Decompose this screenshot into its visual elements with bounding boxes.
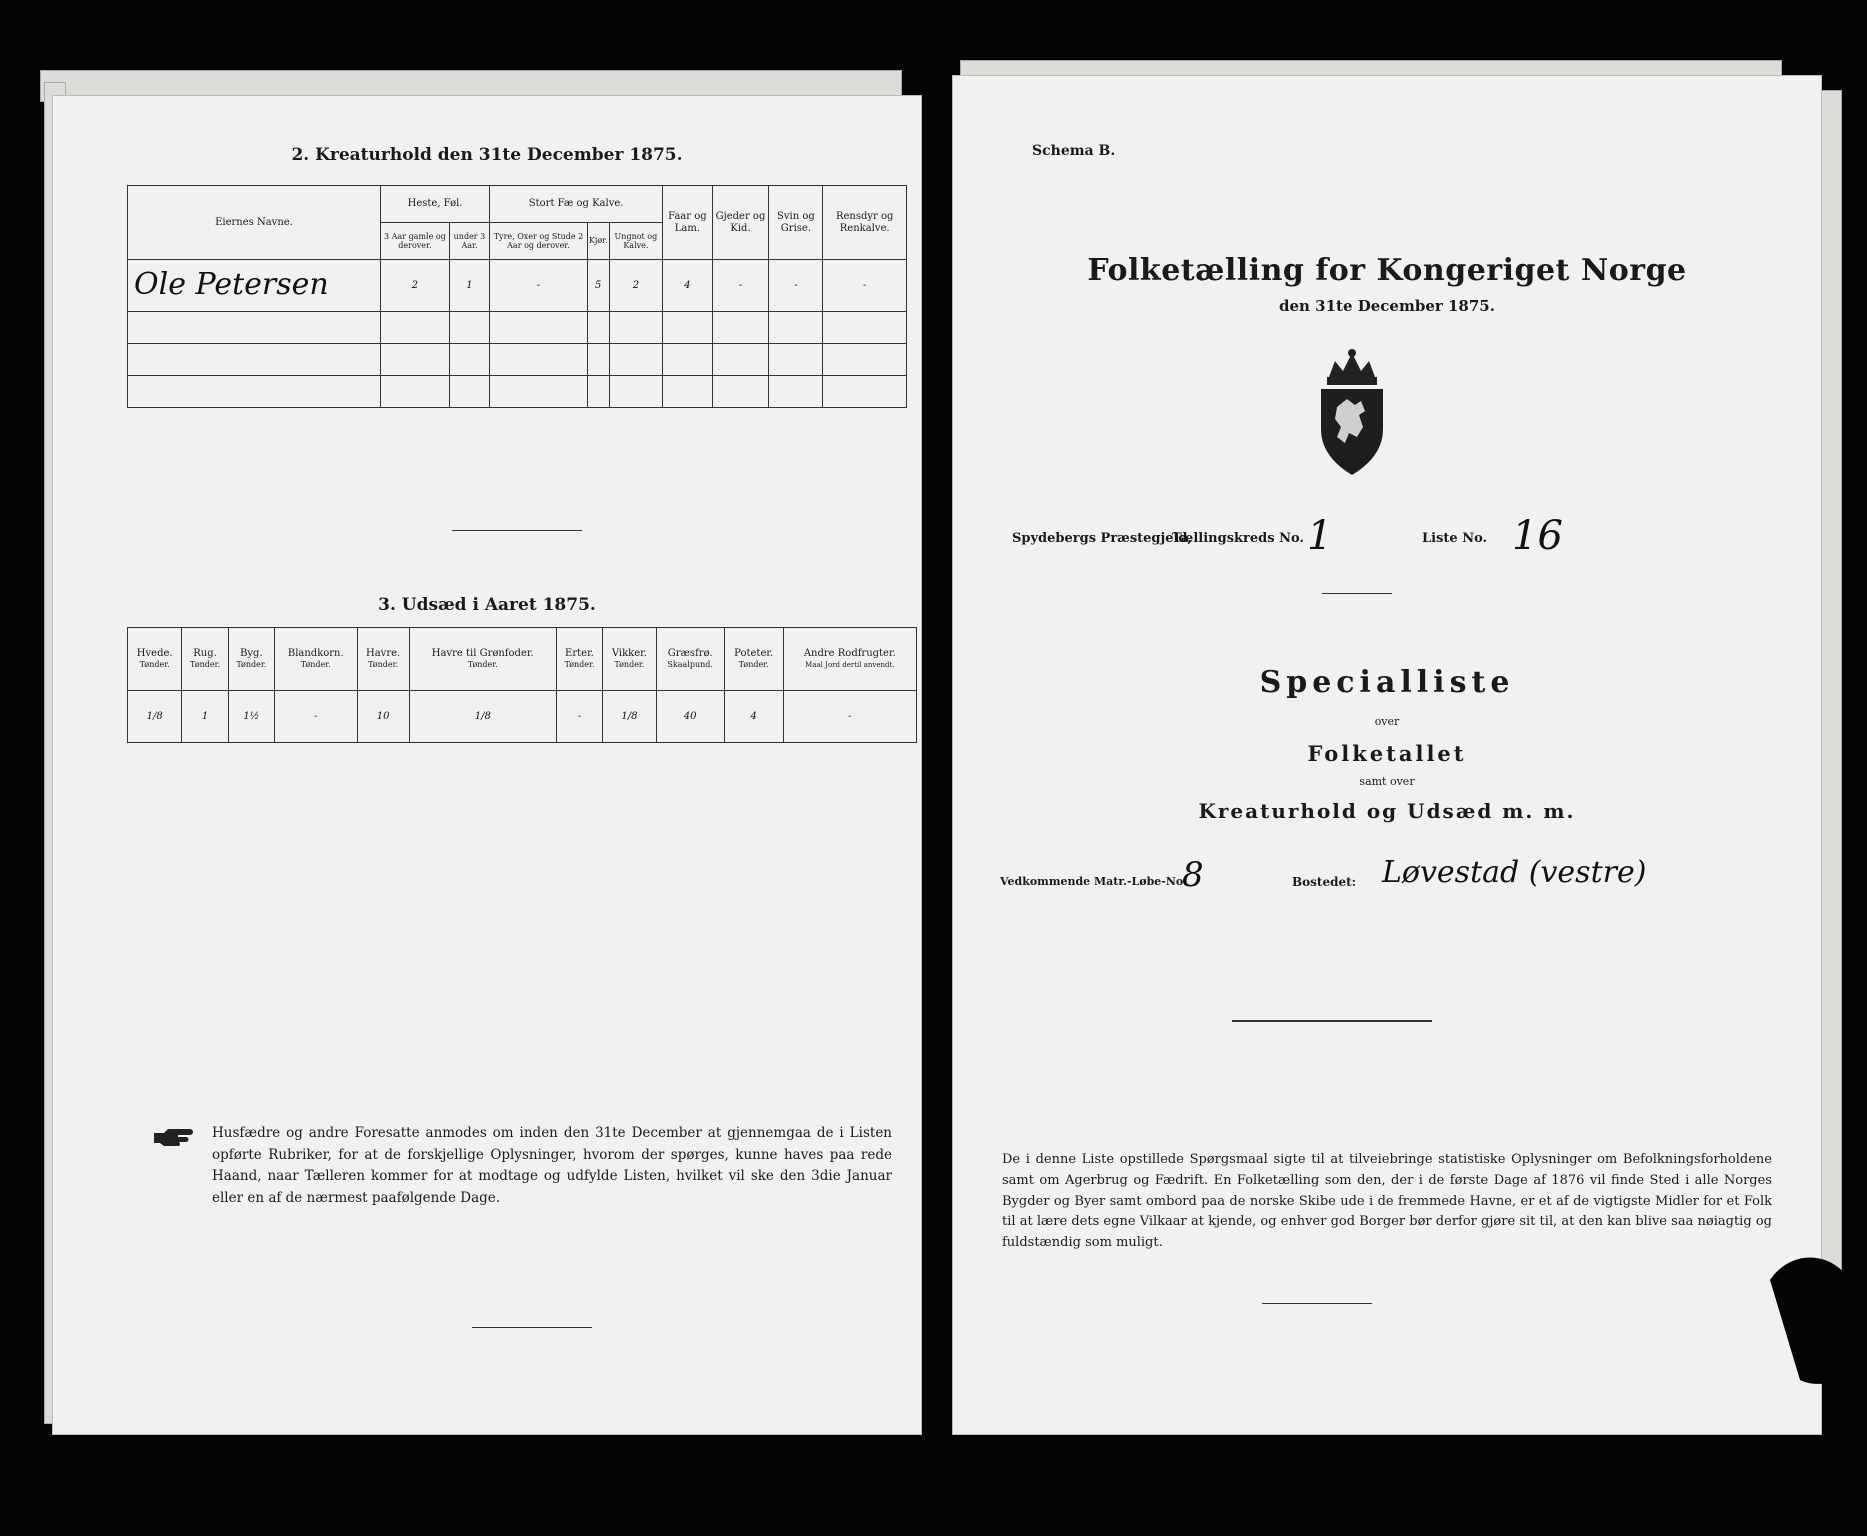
livestock-cell: -	[712, 260, 769, 312]
sowing-cell: 1	[182, 691, 228, 743]
over-label: over	[1374, 715, 1400, 728]
divider	[452, 530, 582, 531]
sowing-header: Hvede. Tønder.	[128, 628, 182, 691]
livestock-cell: -	[490, 260, 588, 312]
right-page	[952, 75, 1822, 1435]
sowing-header: Vikker. Tønder.	[603, 628, 657, 691]
divider	[472, 1327, 592, 1328]
pointing-hand-icon	[152, 1127, 198, 1149]
liste-label: Liste No.	[1422, 531, 1488, 546]
sowing-cell: 4	[724, 691, 783, 743]
kreaturhold-label: Kreaturhold og Udsæd m. m.	[1198, 799, 1576, 823]
kreds-label: Tællingskreds No.	[1172, 531, 1304, 546]
sowing-cell: 10	[357, 691, 409, 743]
section2-title: 2. Kreaturhold den 31te December 1875.	[291, 145, 683, 165]
livestock-cell: 4	[663, 260, 712, 312]
binder-clip	[1740, 1240, 1867, 1390]
livestock-cell: 2	[381, 260, 450, 312]
kreds-value: 1	[1307, 513, 1333, 559]
main-title: Folketælling for Kongeriget Norge	[1087, 253, 1687, 288]
sowing-header: Byg. Tønder.	[228, 628, 274, 691]
right-notice: De i denne Liste opstillede Spørgsmaal sigte til at tilveiebringe statistiske Oplysninger om Befolkningsforholdene samt om Agerbrug og Fædrift. En Folketælling som den, der i de første Dage af 1876 vil finde Sted i alle Norges Bygder og Byer samt ombord paa de norske Skibe ude i de fremmede Havne, er et af de vigtigste Midler for et Folk til at lære dets egne Vilkaar at kjende, og enhver god Borger bør derfor gjøre sit til, at den kan blive saa nøiagtig og fuldstændig som muligt.	[1002, 1152, 1772, 1251]
schema-label: Schema B.	[1032, 143, 1116, 159]
heste-sub-header: 3 Aar gamle og derover.	[381, 223, 450, 260]
sowing-cell: -	[275, 691, 358, 743]
livestock-table	[127, 185, 907, 408]
divider	[1232, 1020, 1432, 1022]
livestock-cell: 5	[587, 260, 609, 312]
sowing-cell: -	[556, 691, 602, 743]
empty-row	[128, 344, 907, 376]
divider	[1322, 593, 1392, 594]
sowing-cell: -	[783, 691, 916, 743]
empty-row	[128, 376, 907, 408]
folketallet-label: Folketallet	[1307, 741, 1467, 766]
left-page	[52, 95, 922, 1435]
left-notice: Husfædre og andre Foresatte anmodes om inden den 31te December at gjennemgaa de i Listen opførte Rubriker, for at de forskjellige Oplysninger, hvorom der spørges, kunne haves paa rede Haand, naar Tælleren kommer for at modtage og udfylde Listen, hvilket vil ske den 3die Januar eller en af de nærmest paafølgende Dage.	[212, 1125, 892, 1206]
section3-title: 3. Udsæd i Aaret 1875.	[378, 595, 596, 615]
sowing-cell: 1/8	[409, 691, 556, 743]
faar-header: Faar og Lam.	[663, 186, 712, 260]
livestock-cell: 1	[449, 260, 489, 312]
livestock-cell: 2	[609, 260, 663, 312]
stort-fae-sub-header: Ungnot og Kalve.	[609, 223, 663, 260]
main-date: den 31te December 1875.	[1279, 297, 1495, 315]
gjeder-header: Gjeder og Kid.	[712, 186, 769, 260]
sowing-header: Havre. Tønder.	[357, 628, 409, 691]
sowing-header: Poteter. Tønder.	[724, 628, 783, 691]
heste-sub-header: under 3 Aar.	[449, 223, 489, 260]
stort-fae-header: Stort Fæ og Kalve.	[490, 186, 663, 223]
bosted-label: Bostedet:	[1292, 875, 1357, 889]
samt-over-label: samt over	[1359, 775, 1415, 788]
matr-value: 8	[1182, 855, 1204, 895]
sowing-header: Blandkorn. Tønder.	[275, 628, 358, 691]
matr-label: Vedkommende Matr.-Løbe-No.	[1000, 875, 1187, 888]
location-line	[1012, 513, 1812, 563]
sowing-header: Havre til Grønfoder. Tønder.	[409, 628, 556, 691]
stort-fae-sub-header: Kjør.	[587, 223, 609, 260]
rensdyr-header: Rensdyr og Renkalve.	[823, 186, 907, 260]
divider	[1262, 1303, 1372, 1304]
owner-header: Eiernes Navne.	[128, 186, 381, 260]
stort-fae-sub-header: Tyre, Oxer og Stude 2 Aar og derover.	[490, 223, 588, 260]
svin-header: Svin og Grise.	[769, 186, 823, 260]
specialliste-title: Specialliste	[1259, 665, 1515, 700]
sowing-cell: 1/8	[603, 691, 657, 743]
sowing-header: Andre Rodfrugter. Maal Jord dertil anvendt.	[783, 628, 916, 691]
sowing-cell: 40	[656, 691, 724, 743]
sowing-cell: 1/8	[128, 691, 182, 743]
livestock-cell: -	[769, 260, 823, 312]
bosted-value: Løvestad (vestre)	[1382, 855, 1647, 890]
heste-header: Heste, Føl.	[381, 186, 490, 223]
empty-row	[128, 312, 907, 344]
liste-value: 16	[1512, 513, 1563, 559]
owner-name-cell: Ole Petersen	[128, 260, 381, 312]
sowing-cell: 1½	[228, 691, 274, 743]
livestock-cell: -	[823, 260, 907, 312]
norwegian-coat-of-arms-icon	[1307, 347, 1397, 477]
sowing-header: Græsfrø. Skaalpund.	[656, 628, 724, 691]
prestegjeld-label: Spydebergs Præstegjeld,	[1012, 531, 1193, 546]
sowing-table	[127, 627, 917, 743]
sowing-header: Rug. Tønder.	[182, 628, 228, 691]
sowing-header: Erter. Tønder.	[556, 628, 602, 691]
